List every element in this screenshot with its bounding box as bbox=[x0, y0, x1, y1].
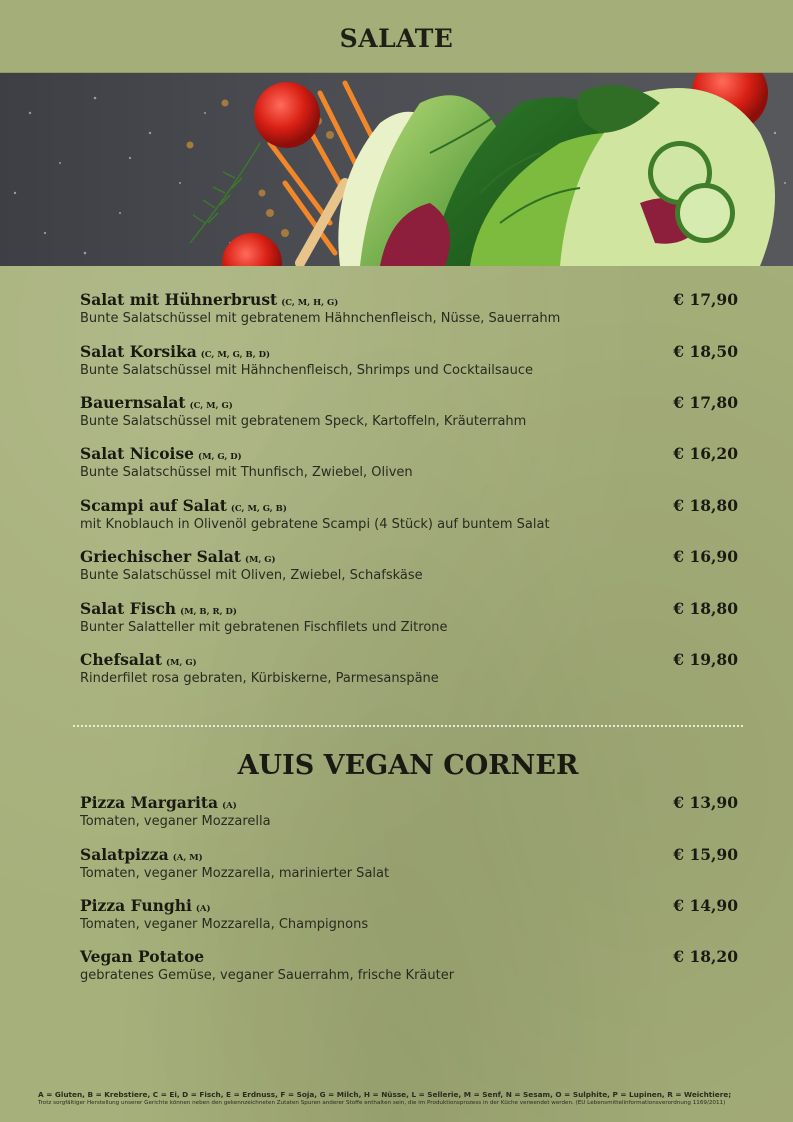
section-divider bbox=[73, 725, 743, 727]
item-description: Rinderfilet rosa gebraten, Kürbiskerne, Parmesanspäne bbox=[80, 671, 439, 686]
item-price: € 16,20 bbox=[673, 444, 738, 463]
menu-item bbox=[80, 444, 738, 480]
menu-item bbox=[80, 496, 738, 532]
item-description: Bunter Salatteller mit gebratenen Fischfilets und Zitrone bbox=[80, 620, 448, 635]
menu-item bbox=[80, 845, 738, 881]
item-description: Bunte Salatschüssel mit gebratenem Speck, Kartoffeln, Kräuterrahm bbox=[80, 414, 527, 429]
item-price: € 14,90 bbox=[673, 896, 738, 915]
menu-item bbox=[80, 896, 738, 932]
item-name: Salat Fisch bbox=[80, 599, 177, 618]
item-allergens: (M, B, R, D) bbox=[180, 607, 237, 617]
item-description: Bunte Salatschüssel mit Thunfisch, Zwiebel, Oliven bbox=[80, 465, 413, 480]
item-description: Bunte Salatschüssel mit Oliven, Zwiebel, Schafskäse bbox=[80, 568, 423, 583]
item-description: mit Knoblauch in Olivenöl gebratene Scampi (4 Stück) auf buntem Salat bbox=[80, 517, 550, 532]
allergen-legend: A = Gluten, B = Krebstiere, C = Ei, D = Fisch, E = Erdnuss, F = Soja, G = Milch, H = Nüsse, L = Sellerie, M = Senf, N = Sesam, O = Sulphite, P = Lupinen, R = Weichtiere; bbox=[38, 1090, 732, 1099]
item-price: € 18,20 bbox=[673, 947, 738, 966]
item-name: Chefsalat bbox=[80, 650, 162, 669]
item-description: Bunte Salatschüssel mit Hähnchenfleisch, Shrimps und Cocktailsauce bbox=[80, 363, 534, 378]
item-price: € 16,90 bbox=[673, 547, 738, 566]
item-name: Pizza Funghi bbox=[80, 896, 192, 915]
item-price: € 13,90 bbox=[673, 793, 738, 812]
item-price: € 15,90 bbox=[673, 845, 738, 864]
item-price: € 17,90 bbox=[673, 290, 738, 309]
item-name: Salat Korsika bbox=[80, 342, 197, 361]
item-allergens: (M, G) bbox=[244, 555, 276, 565]
item-name: Bauernsalat bbox=[80, 393, 186, 412]
item-allergens: (C, M, H, G) bbox=[281, 298, 339, 308]
item-name: Salat mit Hühnerbrust bbox=[80, 290, 278, 309]
item-price: € 18,80 bbox=[673, 496, 738, 515]
item-name: Pizza Margarita bbox=[80, 793, 219, 812]
menu-item bbox=[80, 547, 738, 583]
item-allergens: (C, M, G) bbox=[189, 401, 233, 411]
menu-item bbox=[80, 947, 738, 983]
item-name: Griechischer Salat bbox=[80, 547, 241, 566]
page-title: SALATE bbox=[339, 24, 454, 53]
allergen-disclaimer: Trotz sorgfältiger Herstellung unserer Gerichte können neben den gekennzeichneten Zutaten Spuren anderer Stoffe enthalten sein, die im Produktionsprozess in der Küche verwendet werden. (EU Lebensmittelinformationsverordnung 1169/2011) bbox=[38, 1100, 726, 1106]
item-name: Scampi auf Salat bbox=[80, 496, 227, 515]
item-allergens: (A) bbox=[195, 904, 211, 914]
item-description: Tomaten, veganer Mozzarella bbox=[80, 814, 271, 829]
menu-item bbox=[80, 290, 738, 326]
item-description: Bunte Salatschüssel mit gebratenem Hähnchenfleisch, Nüsse, Sauerrahm bbox=[80, 311, 561, 326]
item-allergens: (A) bbox=[222, 801, 237, 811]
item-name: Salat Nicoise bbox=[80, 444, 195, 463]
menu-item bbox=[80, 650, 738, 686]
item-allergens: (A, M) bbox=[172, 853, 203, 863]
item-price: € 18,80 bbox=[673, 599, 738, 618]
item-allergens: (M, G) bbox=[166, 658, 197, 668]
item-price: € 19,80 bbox=[673, 650, 738, 669]
salad-banner-image bbox=[0, 73, 793, 266]
section-title-vegan: AUIS VEGAN CORNER bbox=[237, 750, 579, 781]
menu-item bbox=[80, 393, 738, 429]
menu-item bbox=[80, 342, 738, 378]
item-description: gebratenes Gemüse, veganer Sauerrahm, frische Kräuter bbox=[80, 968, 455, 983]
item-name: Vegan Potatoe bbox=[80, 947, 205, 966]
menu-item bbox=[80, 599, 738, 635]
item-name: Salatpizza bbox=[80, 845, 169, 864]
item-price: € 18,50 bbox=[673, 342, 738, 361]
item-description: Tomaten, veganer Mozzarella, Champignons bbox=[80, 917, 369, 932]
item-description: Tomaten, veganer Mozzarella, marinierter Salat bbox=[80, 866, 390, 881]
allergen-footer bbox=[38, 1090, 758, 1106]
item-allergens: (C, M, G, B, D) bbox=[200, 350, 271, 360]
menu-item bbox=[80, 793, 738, 829]
item-price: € 17,80 bbox=[673, 393, 738, 412]
item-allergens: (C, M, G, B) bbox=[230, 504, 287, 514]
item-allergens: (M, G, D) bbox=[198, 452, 242, 462]
